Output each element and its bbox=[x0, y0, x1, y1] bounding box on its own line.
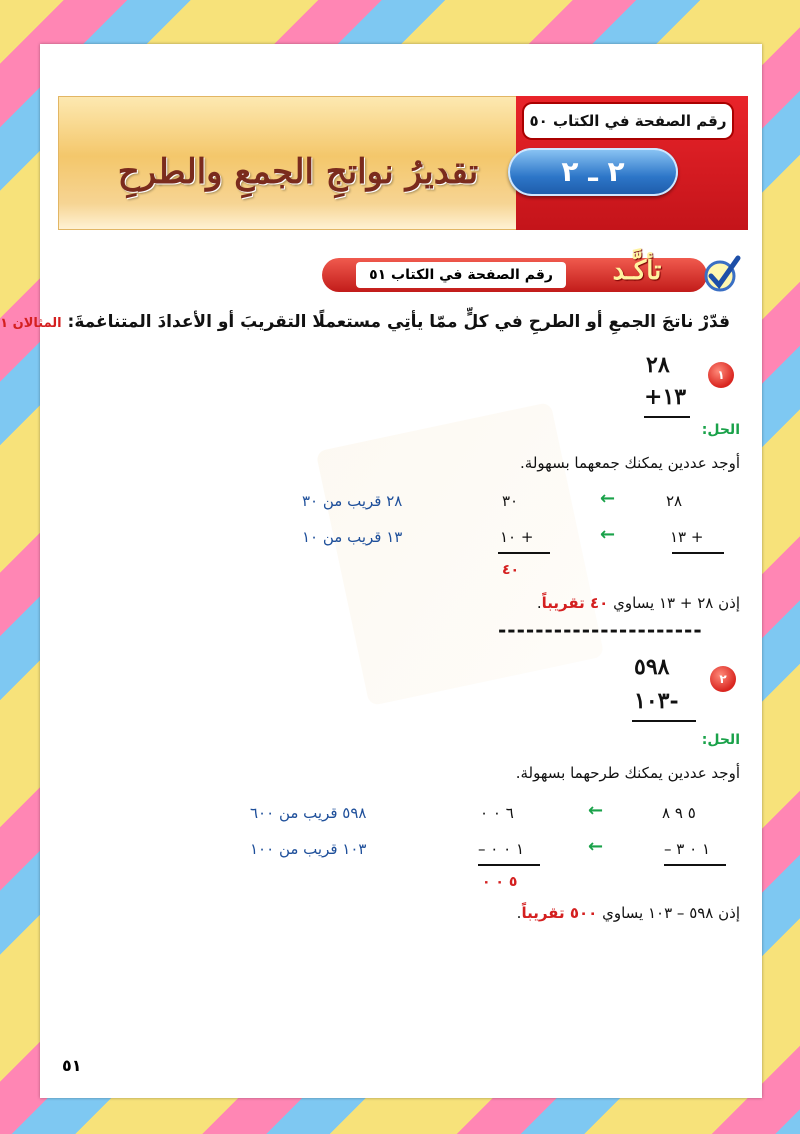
p2-row1-arrow: ← bbox=[588, 800, 604, 821]
problem-2-top: ٥٩٨ bbox=[634, 654, 670, 680]
p1-row1-approx: ٣٠ bbox=[502, 492, 519, 510]
p1-conclusion: إذن ٢٨ + ١٣ يساوي ٤٠ تقريباً. bbox=[536, 594, 740, 612]
p1-row2-approx: + ١٠ bbox=[500, 528, 534, 546]
problem-1-number: ١ bbox=[708, 362, 734, 388]
problem-separator: ---------------------- bbox=[498, 618, 703, 642]
p1-approx-underline bbox=[498, 552, 550, 554]
header-title-panel bbox=[58, 96, 528, 230]
p2-conclusion-value: ٥٠٠ تقريباً bbox=[521, 904, 598, 922]
lesson-header bbox=[58, 96, 748, 230]
p2-row1-orig: ٥ ٩ ٨ bbox=[662, 804, 696, 822]
problem-2-intro: أوجد عددين يمكنك طرحهما بسهولة. bbox=[515, 764, 740, 782]
p1-row2-arrow: ← bbox=[600, 524, 616, 545]
p2-row1-note: ٥٩٨ قريب من ٦٠٠ bbox=[250, 804, 367, 822]
check-page-ref: رقم الصفحة في الكتاب ٥١ bbox=[356, 262, 566, 288]
problem-1-top: ٢٨ bbox=[646, 352, 670, 378]
problem-2-number: ٢ bbox=[710, 666, 736, 692]
p1-conclusion-text: إذن ٢٨ + ١٣ يساوي bbox=[613, 594, 740, 612]
check-label: تأكَّـد bbox=[612, 256, 662, 286]
problem-1-underline bbox=[644, 416, 690, 418]
p1-row1-note: ٢٨ قريب من ٣٠ bbox=[302, 492, 403, 510]
header-page-ref: رقم الصفحة في الكتاب ٥٠ bbox=[524, 104, 732, 138]
page-number: ٥١ bbox=[62, 1056, 82, 1075]
p2-conclusion: إذن ٥٩٨ – ١٠٣ يساوي ٥٠٠ تقريباً. bbox=[516, 904, 740, 922]
p2-result: ٥ ٠ ٠ bbox=[482, 874, 518, 890]
p1-conclusion-value: ٤٠ تقريباً bbox=[541, 594, 609, 612]
p2-row2-orig: ١ ٠ ٣ – bbox=[664, 840, 711, 858]
lesson-title: تقديرُ نواتجِ الجمعِ والطرحِ bbox=[117, 152, 479, 192]
problem-1-intro: أوجد عددين يمكنك جمعهما بسهولة. bbox=[520, 454, 740, 472]
p1-row2-note: ١٣ قريب من ١٠ bbox=[302, 528, 403, 546]
instruction-line bbox=[0, 312, 730, 332]
p2-row2-approx: ١ ٠ ٠ – bbox=[478, 840, 525, 858]
p1-result: ٤٠ bbox=[502, 562, 520, 578]
p1-row1-orig: ٢٨ bbox=[666, 492, 683, 510]
worksheet-page bbox=[0, 44, 762, 1098]
problem-1-solution-label: الحل: bbox=[701, 422, 740, 438]
p1-row2-orig: + ١٣ bbox=[670, 528, 704, 546]
p2-row1-approx: ٦ ٠ ٠ bbox=[480, 804, 514, 822]
instruction-examples: المثالان ١ bbox=[0, 316, 62, 331]
p1-orig-underline bbox=[672, 552, 724, 554]
p2-orig-underline bbox=[664, 864, 726, 866]
problem-2-solution-label: الحل: bbox=[701, 732, 740, 748]
p2-conclusion-text: إذن ٥٩٨ – ١٠٣ يساوي bbox=[602, 904, 740, 922]
p2-row2-note: ١٠٣ قريب من ١٠٠ bbox=[250, 840, 367, 858]
checkmark-icon bbox=[702, 254, 742, 294]
problem-1-bottom: +١٣ bbox=[644, 384, 687, 410]
lesson-number-badge: ٢ ـ ٢ bbox=[508, 148, 678, 196]
p1-row1-arrow: ← bbox=[600, 488, 616, 509]
p2-approx-underline bbox=[478, 864, 540, 866]
p2-row2-arrow: ← bbox=[588, 836, 604, 857]
problem-2-underline bbox=[632, 720, 696, 722]
problem-2-bottom: ١٠٣- bbox=[634, 688, 679, 714]
check-banner bbox=[322, 254, 742, 296]
background-watermark bbox=[316, 402, 605, 706]
instruction-text: قدّرْ ناتجَ الجمعِ أو الطرحِ في كلٍّ ممّا يأتِي مستعملًا التقريبَ أو الأعدادَ المتناغمةَ: bbox=[67, 312, 730, 332]
